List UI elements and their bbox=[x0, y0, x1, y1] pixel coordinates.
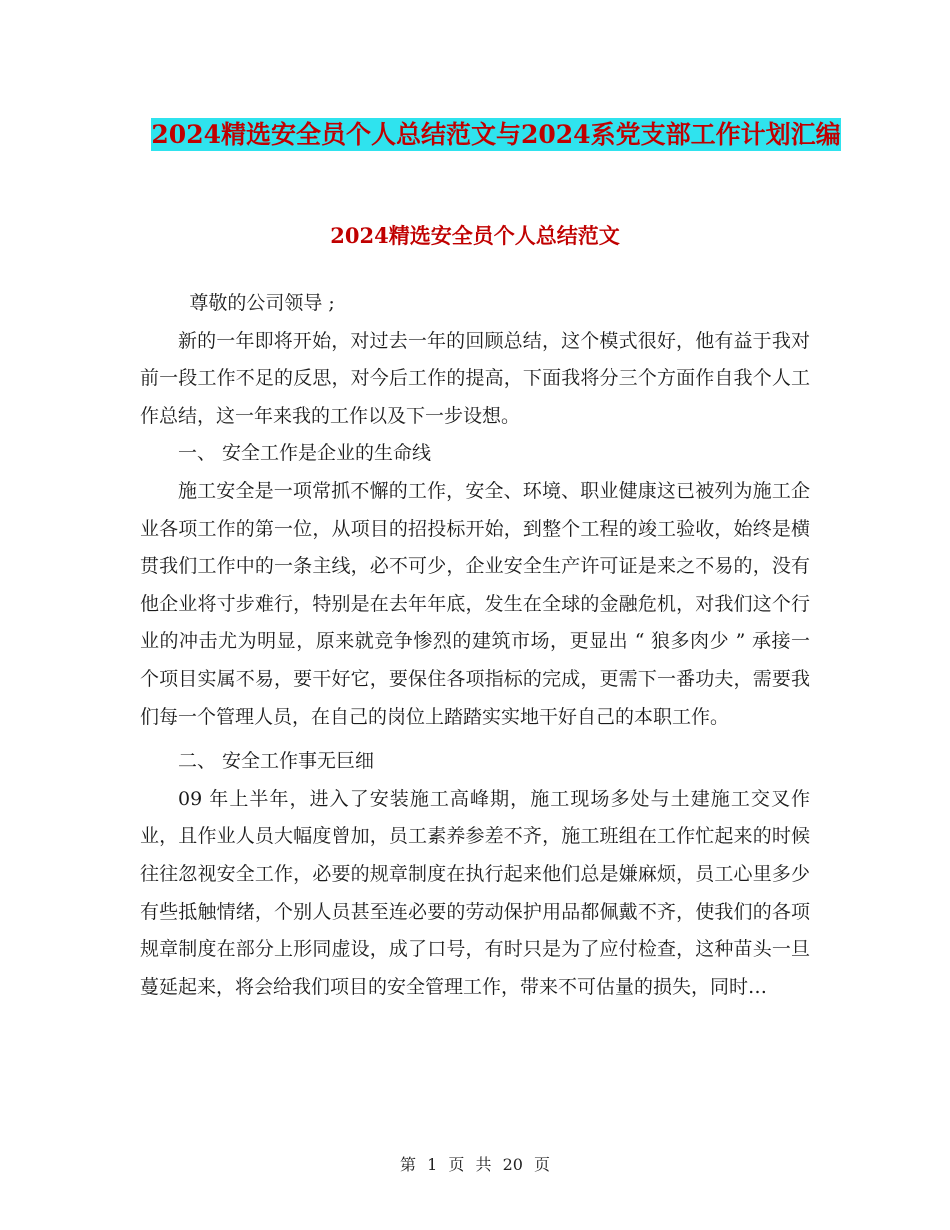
footer-label-page: 第 bbox=[399, 1155, 416, 1174]
footer-total-pages: 20 bbox=[502, 1155, 523, 1174]
paragraph-section-2: 09 年上半年，进入了安装施工高峰期，施工现场多处与土建施工交叉作业，且作业人员大幅度曾加，员工素养参差不齐，施工班组在工作忙起来的时候往往忽视安全工作，必要的规章制度在执行起来他们总是嫌麻烦，员工心里多少有些抵触情绪，个别人员甚至连必要的劳动保护用品都佩戴不齐，使我们的各项规章制度在部分上形同虚设，成了口号，有时只是为了应付检查，这种苗头一旦蔓延起来，将会给我们项目的安全管理工作，带来不可估量的损失，同时… bbox=[140, 787, 810, 998]
salutation: 尊敬的公司领导 ; bbox=[189, 292, 335, 314]
page-footer bbox=[0, 1152, 950, 1175]
section-title: 2024精选安全员个人总结范文 bbox=[330, 223, 620, 248]
paragraph-section-1: 施工安全是一项常抓不懈的工作，安全、环境、职业健康这已被列为施工企业各项工作的第一位，从项目的招投标开始，到整个工程的竣工验收，始终是横贯我们工作中的一条主线，必不可少，企业安全生产许可证是来之不易的，没有他企业将寸步难行，特别是在去年年底，发生在全球的金融危机，对我们这个行业的冲击尤为明显，原来就竞争惨烈的建筑市场，更显出 “ 狼多肉少 ” 承接一个项目实属不易，要干好它，要保住各项指标的完成，更需下一番功夫，需要我们每一个管理人员，在自己的岗位上踏踏实实地干好自己的本职工作。 bbox=[140, 479, 810, 728]
footer-label-unit: 页 bbox=[448, 1155, 465, 1174]
highlighted-title-text: 2024精选安全员个人总结范文与2024系党支部工作计划汇编 bbox=[151, 120, 841, 149]
footer-label-unit-2: 页 bbox=[534, 1155, 551, 1174]
footer-label-total: 共 bbox=[475, 1155, 492, 1174]
paragraph-intro: 新的一年即将开始，对过去一年的回顾总结，这个模式很好，他有益于我对前一段工作不足的反思，对今后工作的提高，下面我将分三个方面作自我个人工作总结，这一年来我的工作以及下一步设想。 bbox=[140, 329, 810, 427]
section-heading-1: 一、 安全工作是企业的生命线 bbox=[178, 442, 432, 465]
section-heading-2: 二、 安全工作事无巨细 bbox=[178, 750, 375, 773]
footer-page-number: 1 bbox=[427, 1155, 438, 1174]
document-main-title bbox=[140, 112, 852, 158]
document-body bbox=[140, 285, 810, 1006]
